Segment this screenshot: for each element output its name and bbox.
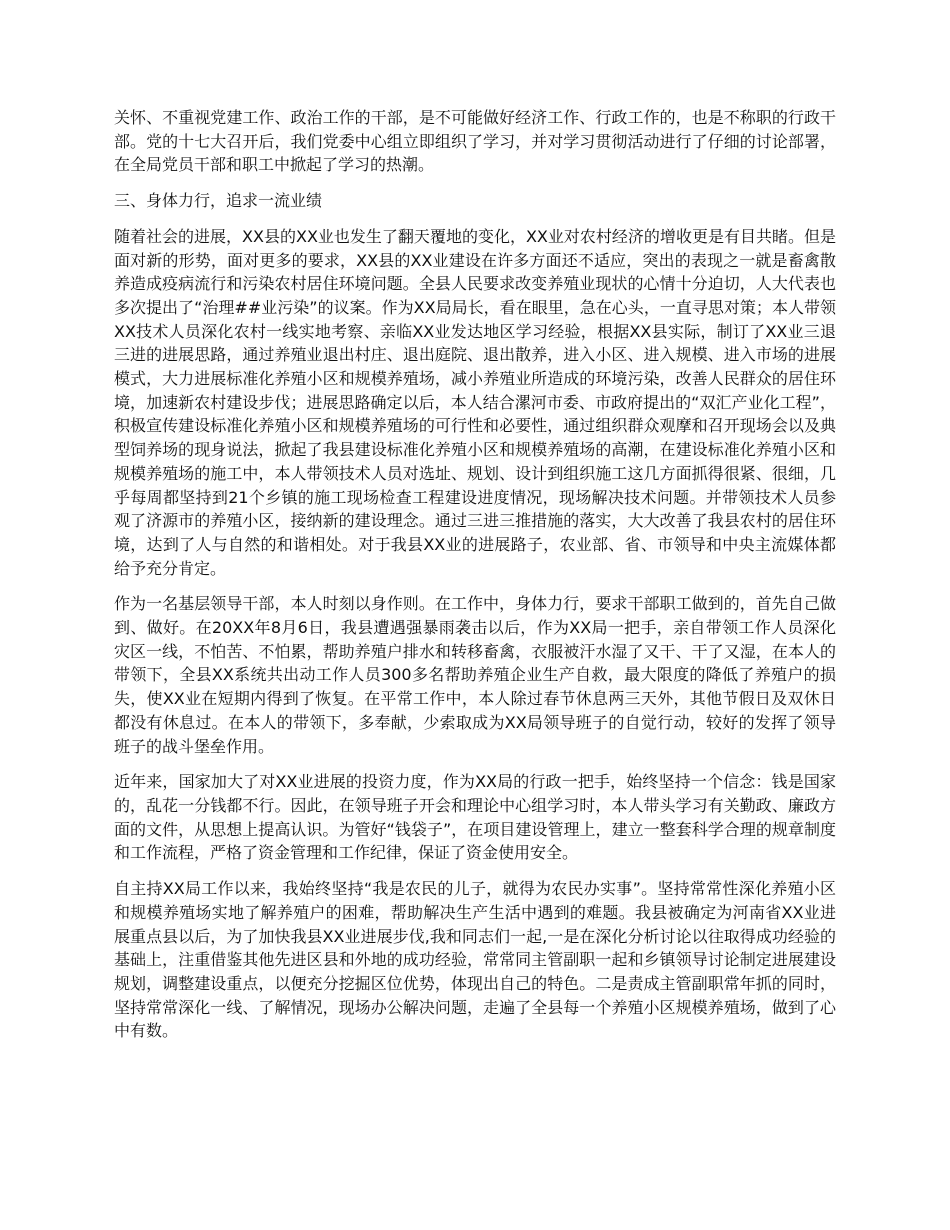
paragraph-serve-farmers: 自主持XX局工作以来，我始终坚持“我是农民的儿子，就得为农民办实事”。坚持常常性深化养殖小区和规模养殖场实地了解养殖户的困难，帮助解决生产生活中遇到的难题。我县被确定为河南省XX业进展重点县以后，为了加快我县XX业进展步伐,我和同志们一起,一是在深化分析讨论以往取得成功经验的基础上，注重借鉴其他先进区县和外地的成功经验，常常同主管副职一起和乡镇领导讨论制定进展建设规划，调整建设重点，以便充分挖掘区位优势，体现出自己的特色。二是责成主管副职常年抓的同时，坚持常常深化一线、了解情况，现场办公解决问题，走遍了全县每一个养殖小区规模养殖场，做到了心中有数。 [114, 879, 836, 1041]
section-heading: 三、身体力行，追求一流业绩 [114, 191, 323, 211]
paragraph-funds-management: 近年来，国家加大了对XX业进展的投资力度，作为XX局的行政一把手，始终坚持一个信念：钱是国家的，乱花一分钱都不行。因此，在领导班子开会和理论中心组学习时，本人带头学习有关勤政、廉政方面的文件，从思想上提高认识。为管好“钱袋子”，在项目建设管理上，建立一整套科学合理的规章制度和工作流程，严格了资金管理和工作纪律，保证了资金使用安全。 [114, 772, 836, 863]
document-body [114, 106, 836, 1055]
paragraph-livestock-development: 随着社会的进展，XX县的XX业也发生了翻天覆地的变化，XX业对农村经济的增收更是有目共睹。但是面对新的形势，面对更多的要求，XX县的XX业建设在许多方面还不适应，突出的表现之一就是畜禽散养造成疫病流行和污染农村居住环境问题。全县人民要求改变养殖业现状的心情十分迫切，人大代表也多次提出了“治理##业污染”的议案。作为XX局局长，看在眼里，急在心头，一直寻思对策；本人带领XX技术人员深化农村一线实地考察、亲临XX业发达地区学习经验，根据XX县实际，制订了XX业三退三进的进展思路，通过养殖业退出村庄、退出庭院、退出散养，进入小区、进入规模、进入市场的进展模式，大力进展标准化养殖小区和规模养殖场，减小养殖业所造成的环境污染，改善人民群众的居住环境，加速新农村建设步伐；进展思路确定以后，本人结合漯河市委、市政府提出的“双汇产业化工程”，积极宣传建设标准化养殖小区和规模养殖场的可行性和必要性，通过组织群众观摩和召开现场会以及典型饲养场的现身说法，掀起了我县建设标准化养殖小区和规模养殖场的高潮，在建设标准化养殖小区和规模养殖场的施工中，本人带领技术人员对选址、规划、设计到组织施工这几方面抓得很紧、很细，几乎每周都坚持到21个乡镇的施工现场检查工程建设进度情况，现场解决技术问题。并带领技术人员参观了济源市的养殖小区，接纳新的建设理念。通过三进三推措施的落实，大大改善了我县农村的居住环境，达到了人与自然的和谐相处。对于我县XX业的进展路子，农业部、省、市领导和中央主流媒体都给予充分肯定。 [114, 226, 836, 578]
paragraph-lead-by-example: 作为一名基层领导干部，本人时刻以身作则。在工作中，身体力行，要求干部职工做到的，首先自己做到、做好。在20XX年8月6日，我县遭遇强暴雨袭击以后，作为XX局一把手，亲自带领工作人员深化灾区一线，不怕苦、不怕累，帮助养殖户排水和转移畜禽，衣服被汗水湿了又干、干了又湿，在本人的带领下，全县XX系统共出动工作人员300多名帮助养殖企业生产自救，最大限度的降低了养殖户的损失，使XX业在短期内得到了恢复。在平常工作中，本人除过春节休息两三天外，其他节假日及双休日都没有休息过。在本人的带领下，多奉献，少索取成为XX局领导班子的自觉行动，较好的发挥了领导班子的战斗堡垒作用。 [114, 594, 836, 756]
paragraph-party-building: 关怀、不重视党建工作、政治工作的干部，是不可能做好经济工作、行政工作的，也是不称职的行政干部。党的十七大召开后，我们党委中心组立即组织了学习，并对学习贯彻活动进行了仔细的讨论部署，在全局党员干部和职工中掀起了学习的热潮。 [114, 108, 836, 175]
